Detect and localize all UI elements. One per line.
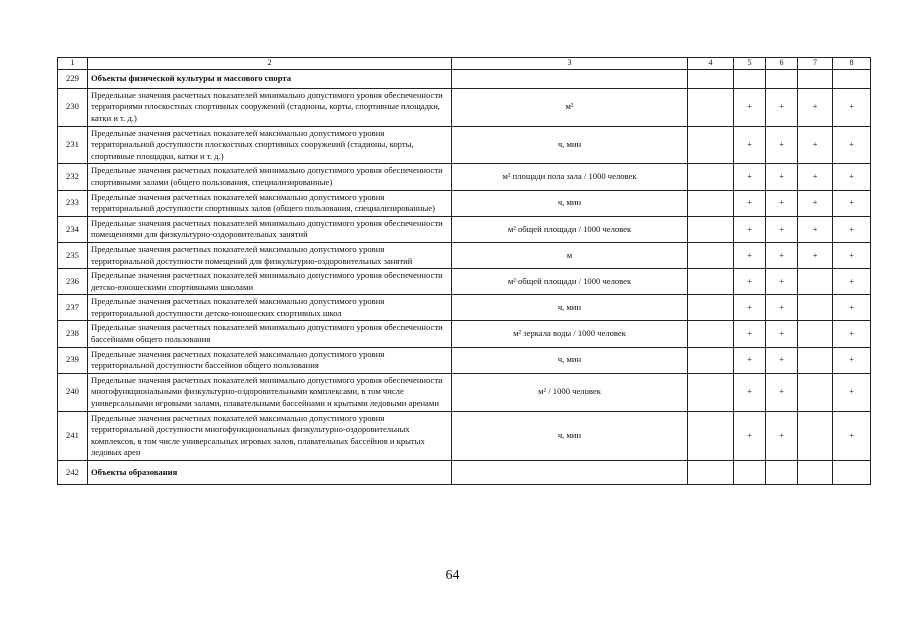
row-number: 230	[58, 88, 88, 126]
table-row	[58, 295, 871, 321]
empty-cell	[833, 69, 871, 88]
table-row	[58, 164, 871, 190]
column-8-cell: +	[833, 242, 871, 268]
column-8-cell: +	[833, 321, 871, 347]
column-8-cell: +	[833, 190, 871, 216]
row-number: 238	[58, 321, 88, 347]
row-number: 229	[58, 69, 88, 88]
section-row-sports	[58, 69, 871, 88]
empty-cell	[798, 461, 833, 485]
table-row	[58, 190, 871, 216]
column-4-cell	[688, 411, 734, 460]
row-description: Предельные значения расчетных показателей максимально допустимого уровня территориальной доступности бассейнов общего пользования	[88, 347, 452, 373]
section-title: Объекты физической культуры и массового спорта	[88, 69, 452, 88]
row-description: Предельные значения расчетных показателей минимально допустимого уровня обеспеченности бассейнами общего пользования	[88, 321, 452, 347]
empty-cell	[688, 461, 734, 485]
column-header: 7	[798, 58, 833, 70]
column-5-cell: +	[734, 164, 766, 190]
row-unit: м²	[452, 88, 688, 126]
row-unit: ч, мин	[452, 295, 688, 321]
row-unit: м² общей площади / 1000 человек	[452, 269, 688, 295]
column-8-cell: +	[833, 164, 871, 190]
table-row	[58, 269, 871, 295]
row-unit: ч, мин	[452, 411, 688, 460]
section-row-education	[58, 461, 871, 485]
column-6-cell: +	[766, 126, 798, 164]
row-description: Предельные значения расчетных показателей минимально допустимого уровня обеспеченности многофункциональными физкультурно-оздоровительными комплексами, в том числе универсальными игровыми залами, плавательными бассейнами и крытыми ледовыми аренами	[88, 373, 452, 411]
column-5-cell: +	[734, 242, 766, 268]
column-5-cell: +	[734, 216, 766, 242]
column-7-cell: +	[798, 190, 833, 216]
page-number: 64	[445, 568, 460, 583]
column-5-cell: +	[734, 321, 766, 347]
row-unit: м² общей площади / 1000 человек	[452, 216, 688, 242]
column-8-cell: +	[833, 411, 871, 460]
column-4-cell	[688, 126, 734, 164]
row-number: 237	[58, 295, 88, 321]
table-row	[58, 88, 871, 126]
row-unit: м² / 1000 человек	[452, 373, 688, 411]
row-unit: м	[452, 242, 688, 268]
column-5-cell: +	[734, 373, 766, 411]
row-description: Предельные значения расчетных показателей минимально допустимого уровня обеспеченности спортивными залами (общего пользования, специализированные)	[88, 164, 452, 190]
column-7-cell	[798, 269, 833, 295]
row-description: Предельные значения расчетных показателей минимально допустимого уровня обеспеченности помещениями для физкультурно-оздоровительных занятий	[88, 216, 452, 242]
column-6-cell: +	[766, 242, 798, 268]
document-table	[57, 57, 871, 485]
column-4-cell	[688, 164, 734, 190]
column-7-cell: +	[798, 126, 833, 164]
table-row	[58, 216, 871, 242]
row-number: 242	[58, 461, 88, 485]
column-4-cell	[688, 190, 734, 216]
column-6-cell: +	[766, 216, 798, 242]
column-5-cell: +	[734, 190, 766, 216]
empty-cell	[798, 69, 833, 88]
column-5-cell: +	[734, 126, 766, 164]
column-7-cell: +	[798, 242, 833, 268]
row-description: Предельные значения расчетных показателей максимально допустимого уровня территориальной доступности детско-юношеских спортивных школ	[88, 295, 452, 321]
column-8-cell: +	[833, 88, 871, 126]
column-7-cell	[798, 411, 833, 460]
column-6-cell: +	[766, 88, 798, 126]
empty-cell	[833, 461, 871, 485]
row-description: Предельные значения расчетных показателей минимально допустимого уровня обеспеченности детско-юношескими спортивными школами	[88, 269, 452, 295]
row-number: 231	[58, 126, 88, 164]
column-8-cell: +	[833, 347, 871, 373]
row-description: Предельные значения расчетных показателей максимально допустимого уровня территориальной доступности плоскостных спортивных сооружений (стадионы, корты, спортивные площадки, катки и т. д.)	[88, 126, 452, 164]
column-5-cell: +	[734, 347, 766, 373]
column-8-cell: +	[833, 373, 871, 411]
column-6-cell: +	[766, 190, 798, 216]
row-number: 239	[58, 347, 88, 373]
column-4-cell	[688, 295, 734, 321]
row-number: 233	[58, 190, 88, 216]
column-8-cell: +	[833, 216, 871, 242]
column-7-cell: +	[798, 164, 833, 190]
column-5-cell: +	[734, 269, 766, 295]
table-row	[58, 347, 871, 373]
section-title: Объекты образования	[88, 461, 452, 485]
column-5-cell: +	[734, 88, 766, 126]
row-number: 236	[58, 269, 88, 295]
column-6-cell: +	[766, 321, 798, 347]
column-header: 6	[766, 58, 798, 70]
column-header: 8	[833, 58, 871, 70]
row-description: Предельные значения расчетных показателей минимально допустимого уровня обеспеченности территориями плоскостных спортивных сооружений (стадионы, корты, спортивные площадки, катки и т. д.)	[88, 88, 452, 126]
column-5-cell: +	[734, 295, 766, 321]
table-row	[58, 242, 871, 268]
column-7-cell: +	[798, 88, 833, 126]
column-8-cell: +	[833, 126, 871, 164]
empty-cell	[734, 461, 766, 485]
column-4-cell	[688, 216, 734, 242]
empty-cell	[452, 69, 688, 88]
column-6-cell: +	[766, 347, 798, 373]
table-row	[58, 321, 871, 347]
row-unit: ч, мин	[452, 347, 688, 373]
column-7-cell	[798, 373, 833, 411]
column-6-cell: +	[766, 295, 798, 321]
column-7-cell	[798, 347, 833, 373]
column-6-cell: +	[766, 373, 798, 411]
empty-cell	[734, 69, 766, 88]
row-number: 234	[58, 216, 88, 242]
column-4-cell	[688, 347, 734, 373]
table-row	[58, 411, 871, 460]
table-row	[58, 126, 871, 164]
column-7-cell: +	[798, 216, 833, 242]
row-number: 241	[58, 411, 88, 460]
row-unit: м² зеркала воды / 1000 человек	[452, 321, 688, 347]
column-header: 2	[88, 58, 452, 70]
empty-cell	[766, 69, 798, 88]
column-header: 1	[58, 58, 88, 70]
column-8-cell: +	[833, 269, 871, 295]
column-6-cell: +	[766, 411, 798, 460]
row-description: Предельные значения расчетных показателей максимально допустимого уровня территориальной доступности спортивных залов (общего пользования, специализированные)	[88, 190, 452, 216]
row-number: 235	[58, 242, 88, 268]
empty-cell	[452, 461, 688, 485]
column-header: 4	[688, 58, 734, 70]
table-row	[58, 373, 871, 411]
column-header: 5	[734, 58, 766, 70]
column-4-cell	[688, 321, 734, 347]
column-header: 3	[452, 58, 688, 70]
row-unit: ч, мин	[452, 190, 688, 216]
row-description: Предельные значения расчетных показателей максимально допустимого уровня территориальной доступности помещений для физкультурно-оздоровительных занятий	[88, 242, 452, 268]
column-5-cell: +	[734, 411, 766, 460]
column-7-cell	[798, 321, 833, 347]
row-unit: м² площади пола зала / 1000 человек	[452, 164, 688, 190]
column-6-cell: +	[766, 164, 798, 190]
row-description: Предельные значения расчетных показателей максимально допустимого уровня территориальной доступности многофункциональных физкультурно-оздоровительных комплексов, в том числе универсальных игровых залов, плавательных бассейнов и крытых ледовых арен	[88, 411, 452, 460]
row-unit: ч, мин	[452, 126, 688, 164]
empty-cell	[688, 69, 734, 88]
column-4-cell	[688, 269, 734, 295]
column-7-cell	[798, 295, 833, 321]
column-4-cell	[688, 373, 734, 411]
table-header-row	[58, 58, 871, 70]
row-number: 232	[58, 164, 88, 190]
column-6-cell: +	[766, 269, 798, 295]
column-4-cell	[688, 242, 734, 268]
row-number: 240	[58, 373, 88, 411]
column-4-cell	[688, 88, 734, 126]
column-8-cell: +	[833, 295, 871, 321]
empty-cell	[766, 461, 798, 485]
